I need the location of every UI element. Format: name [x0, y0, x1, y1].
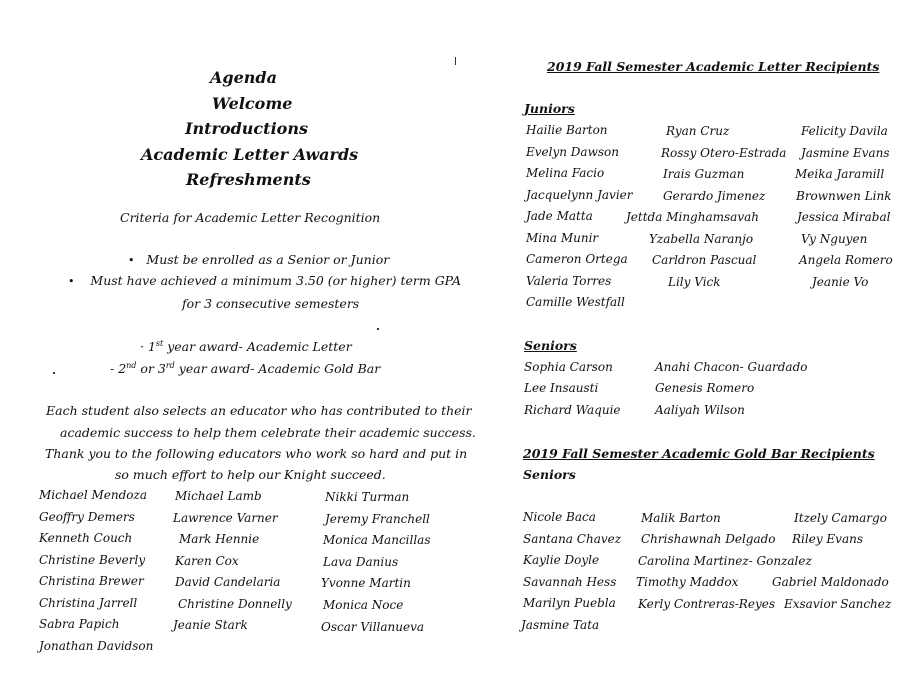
criteria-bullet-text: Must have achieved a minimum 3.50 (or higher) term GPA — [90, 273, 461, 288]
recipient-name: Sophia Carson — [524, 360, 613, 374]
recipient-name: Anahi Chacon- Guardado — [655, 360, 808, 374]
recipient-name: Brownwen Link — [796, 189, 892, 203]
recipient-name: Jessica Mirabal — [797, 210, 891, 224]
educator-name: Lawrence Varner — [173, 511, 278, 525]
criteria-bullet-continued: for 3 consecutive semesters — [182, 296, 360, 311]
educator-name: Yvonne Martin — [321, 576, 411, 590]
agenda-item: Introductions — [185, 119, 308, 138]
thanks-line: Thank you to the following educators who work so hard and put in — [45, 446, 468, 461]
award-ordinal-suffix: rd — [165, 360, 175, 370]
educator-name: Jonathan Davidson — [39, 639, 154, 653]
educator-name: Oscar Villanueva — [321, 620, 425, 634]
thanks-line: so much effort to help our Knight succeed. — [115, 467, 386, 482]
educator-name: Lava Danius — [323, 555, 399, 569]
award-ordinal-suffix: st — [155, 338, 164, 348]
recipient-name: Gabriel Maldonado — [772, 575, 889, 589]
recipient-name: Aaliyah Wilson — [655, 403, 745, 417]
educator-name: Christina Jarrell — [39, 596, 138, 610]
criteria-bullet-text: Must be enrolled as a Senior or Junior — [146, 252, 390, 267]
educator-name: Geoffry Demers — [39, 510, 135, 524]
educator-name: Sabra Papich — [39, 617, 120, 631]
educator-name: Michael Mendoza — [39, 488, 147, 502]
recipient-name: Ryan Cruz — [666, 124, 730, 138]
recipient-name: Santana Chavez — [523, 532, 622, 546]
recipient-name: Melina Facio — [526, 166, 605, 180]
scan-mark — [377, 328, 379, 330]
recipient-name: Camille Westfall — [526, 295, 625, 309]
thanks-line: Each student also selects an educator who has contributed to their — [46, 403, 472, 418]
award-line-2 — [110, 361, 380, 376]
educator-name: Nikki Turman — [325, 490, 410, 504]
goldbar-seniors-label: Seniors — [523, 467, 576, 482]
recipient-name: Richard Waquie — [524, 403, 621, 417]
educator-name: Karen Cox — [175, 554, 239, 568]
recipient-name: Jeanie Vo — [812, 275, 869, 289]
educator-name: Michael Lamb — [175, 489, 262, 503]
letter-section-title: 2019 Fall Semester Academic Letter Recipients — [547, 59, 880, 74]
recipient-name: Yzabella Naranjo — [649, 232, 754, 246]
recipient-name: Chrishawnah Delgado — [641, 532, 776, 546]
bullet-icon: • — [68, 275, 75, 288]
recipient-name: Cameron Ortega — [526, 252, 628, 266]
recipient-name: Nicole Baca — [523, 510, 596, 524]
agenda-item: Welcome — [212, 94, 293, 113]
educator-name: David Candelaria — [175, 575, 281, 589]
award-text: year award- Academic Letter — [167, 339, 352, 354]
recipient-name: Angela Romero — [799, 253, 893, 267]
seniors-label: Seniors — [524, 338, 577, 353]
agenda-item: Academic Letter Awards — [141, 145, 359, 164]
recipient-name: Evelyn Dawson — [526, 145, 619, 159]
award-ordinal: - 2 — [110, 361, 127, 376]
recipient-name: Carldron Pascual — [652, 253, 757, 267]
recipient-name: Valeria Torres — [526, 274, 612, 288]
recipient-name: Kaylie Doyle — [523, 553, 600, 567]
recipient-name: Hailie Barton — [526, 123, 608, 137]
recipient-name: Itzely Camargo — [794, 511, 887, 525]
recipient-name: Timothy Maddox — [636, 575, 739, 589]
educator-name: Jeanie Stark — [173, 618, 248, 632]
educator-name: Jeremy Franchell — [325, 512, 430, 526]
educator-name: Monica Noce — [323, 598, 404, 612]
criteria-bullet — [128, 252, 389, 267]
recipient-name: Lily Vick — [668, 275, 721, 289]
recipient-name: Lee Insausti — [524, 381, 599, 395]
recipient-name: Rossy Otero-Estrada — [661, 146, 787, 160]
educator-name: Christine Beverly — [39, 553, 146, 567]
recipient-name: Vy Nguyen — [801, 232, 868, 246]
recipient-name: Riley Evans — [792, 532, 863, 546]
recipient-name: Jacquelynn Javier — [526, 188, 633, 202]
recipient-name: Jettda Minghamsavah — [626, 210, 759, 224]
recipient-name: Felicity Davila — [801, 124, 888, 138]
recipient-name: Jasmine Tata — [521, 618, 600, 632]
bullet-icon: • — [128, 254, 135, 267]
goldbar-section-title: 2019 Fall Semester Academic Gold Bar Recipients — [523, 446, 875, 461]
educator-name: Kenneth Couch — [39, 531, 133, 545]
criteria-heading: Criteria for Academic Letter Recognition — [120, 210, 381, 225]
juniors-label: Juniors — [524, 101, 575, 116]
educator-name: Christina Brewer — [39, 574, 144, 588]
recipient-name: Carolina Martinez- Gonzalez — [638, 554, 812, 568]
agenda-item: Refreshments — [186, 170, 311, 189]
scan-mark — [455, 57, 456, 65]
recipient-name: Kerly Contreras-Reyes — [638, 597, 775, 611]
recipient-name: Irais Guzman — [663, 167, 745, 181]
recipient-name: Genesis Romero — [655, 381, 755, 395]
recipient-name: Meika Jaramill — [795, 167, 885, 181]
recipient-name: Savannah Hess — [523, 575, 617, 589]
criteria-bullet — [68, 273, 461, 288]
recipient-name: Marilyn Puebla — [523, 596, 616, 610]
recipient-name: Mina Munir — [526, 231, 599, 245]
scan-mark — [53, 372, 55, 374]
award-line-1: · 1st year award- Academic Letter — [140, 338, 352, 354]
educator-name: Mark Hennie — [179, 532, 260, 546]
award-ordinal-suffix: nd — [126, 360, 137, 370]
recipient-name: Malik Barton — [641, 511, 721, 525]
award-ordinal: or 3 — [140, 361, 166, 376]
recipient-name: Exsavior Sanchez — [784, 597, 892, 611]
award-ordinal: 1 — [147, 339, 156, 354]
educator-name: Christine Donnelly — [178, 597, 292, 611]
recipient-name: Jade Matta — [526, 209, 593, 223]
educator-name: Monica Mancillas — [323, 533, 431, 547]
recipient-name: Gerardo Jimenez — [663, 189, 766, 203]
thanks-line: academic success to help them celebrate their academic success. — [60, 425, 476, 440]
recipient-name: Jasmine Evans — [801, 146, 890, 160]
award-text: year award- Academic Gold Bar — [178, 361, 381, 376]
agenda-title: Agenda — [210, 68, 277, 87]
